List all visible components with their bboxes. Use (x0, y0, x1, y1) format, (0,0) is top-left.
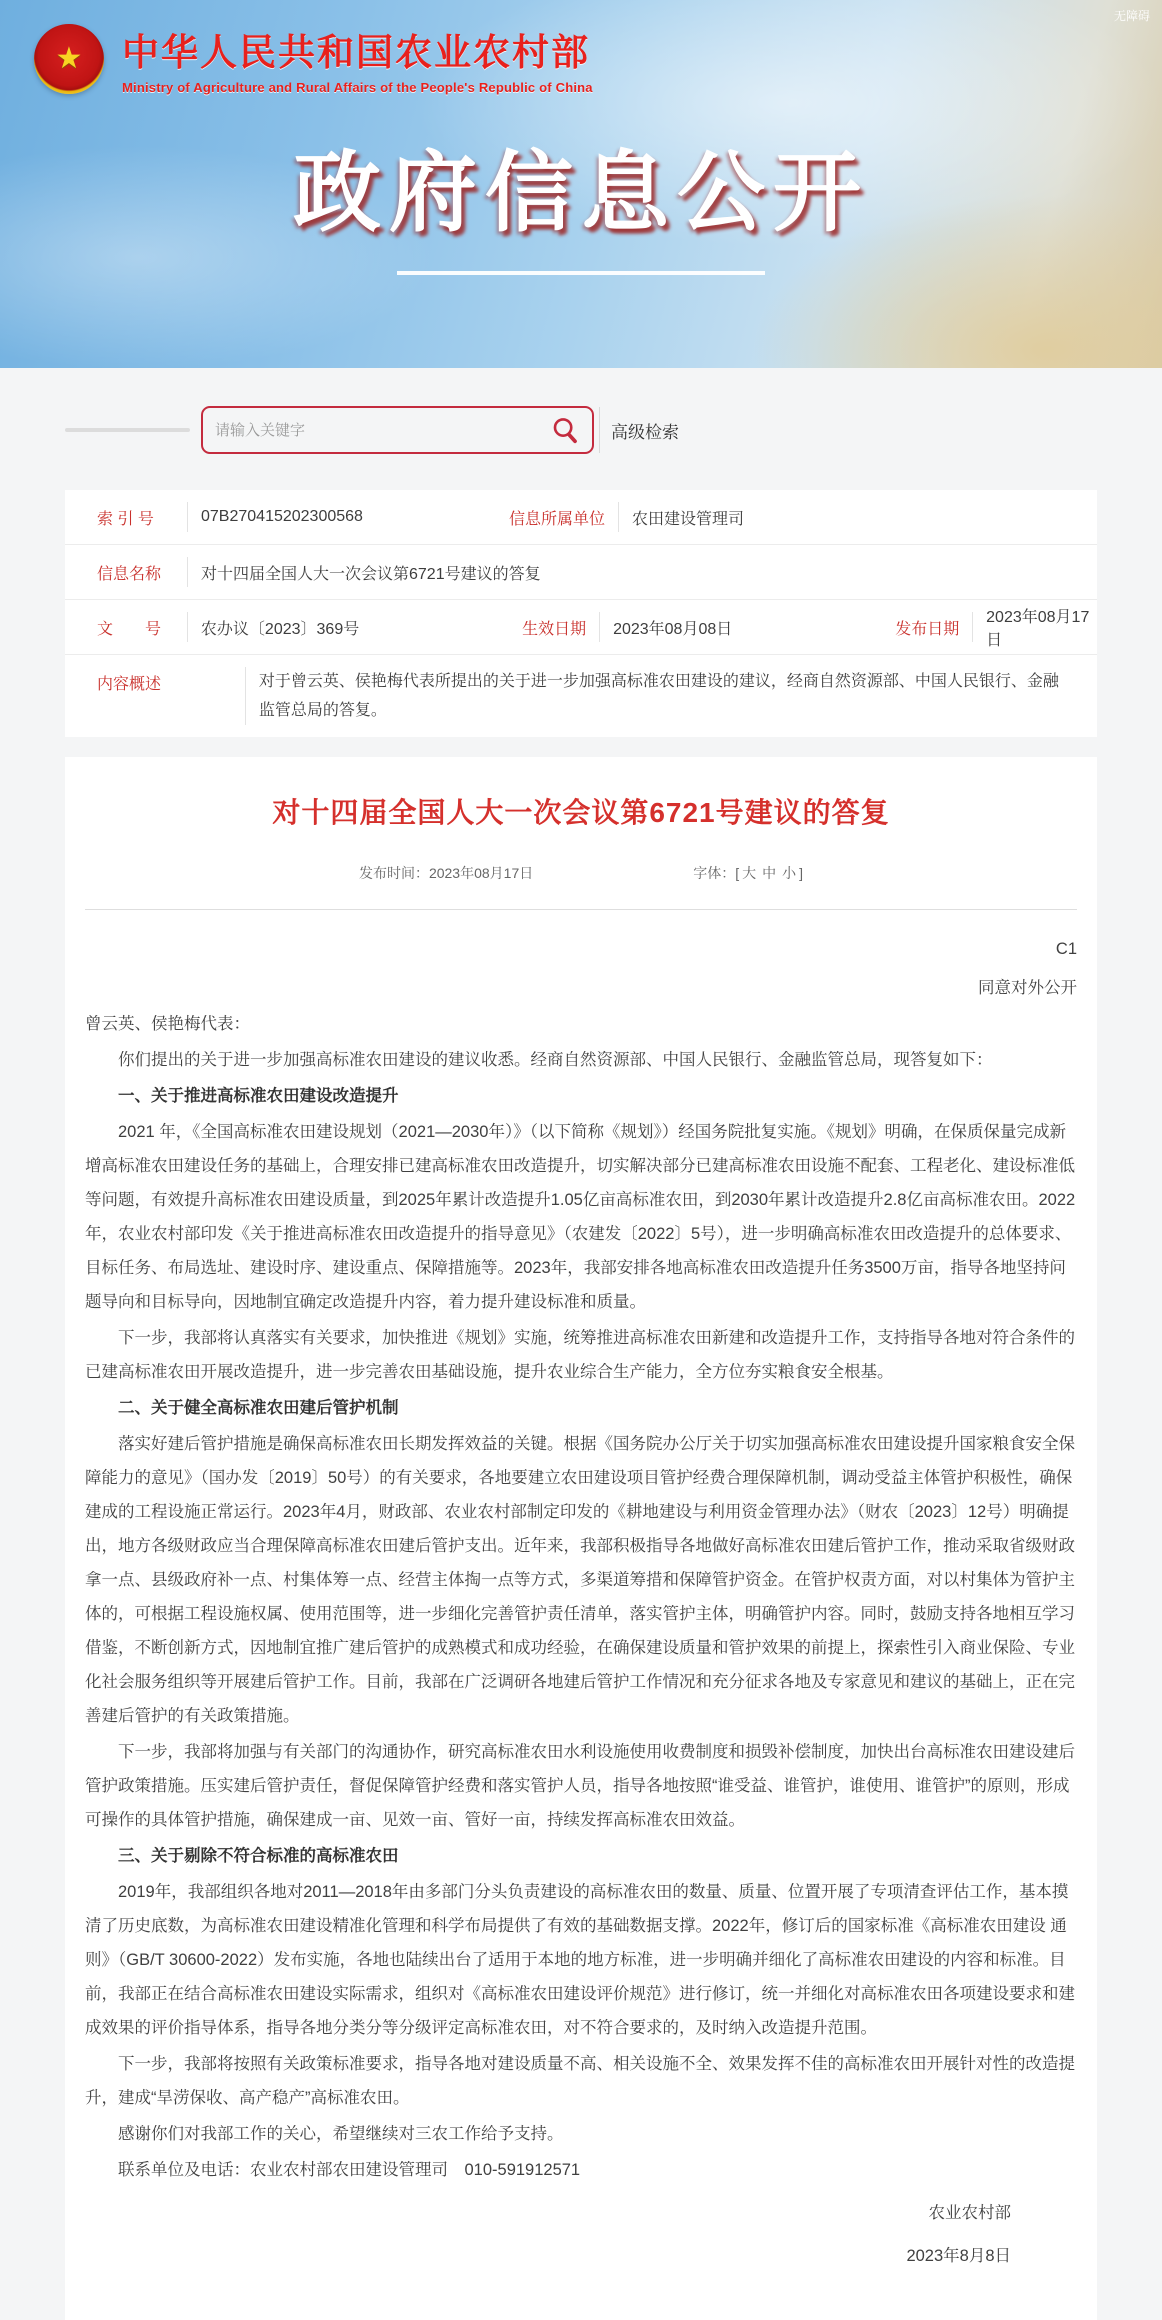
publish-time-value: 2023年08月17日 (428, 865, 534, 881)
font-size-control (693, 863, 803, 883)
font-size-large-button[interactable]: 大 (742, 865, 757, 881)
publish-time-label: 发布时间： (358, 865, 429, 881)
article-paragraph: 下一步，我部将按照有关政策标准要求，指导各地对建设质量不高、相关设施不全、效果发挥不佳的高标准农田开展针对性的改造提升，建成“旱涝保收、高产稳产”高标准农田。 (85, 2055, 1075, 2107)
decorative-line (65, 428, 190, 432)
search-icon[interactable] (550, 415, 580, 445)
info-table (65, 490, 1097, 737)
banner-underline (397, 271, 765, 275)
info-row-docno (65, 600, 1097, 655)
dept-label: 信息所属单位 (508, 510, 605, 528)
vertical-divider (599, 407, 600, 453)
emblem-star-icon: ★ (55, 41, 83, 75)
article-paragraph: 感谢你们对我部工作的关心，希望继续对三农工作给予支持。 (118, 2125, 564, 2143)
docno-value: 农办议〔2023〕369号 (200, 620, 360, 638)
main-content (65, 368, 1097, 2320)
article-meta (85, 863, 1077, 883)
bracket-close: ] (799, 865, 804, 881)
article-paragraph: 同意对外公开 (978, 979, 1077, 997)
article-paragraph: 二、关于健全高标准农田建后管护机制 (118, 1399, 399, 1417)
publish-time (359, 863, 533, 883)
bracket-open: [ (735, 865, 740, 881)
article-title: 对十四届全国人大一次会议第6721号建议的答复 (272, 797, 890, 828)
accessibility-link[interactable]: 无障碍 (1113, 9, 1150, 23)
article-paragraph: 2021 年，《全国高标准农田建设规划（2021—2030年）》（以下简称《规划》）经国务院批复实施。《规划》明确，在保质保量完成新增高标准农田建设任务的基础上，合理安排已建高标准农田改造提升，切实解决部分已建高标准农田设施不配套、工程老化、建设标准低等问题，有效提升高标准农田建设质量，到2025年累计改造提升1.05亿亩高标准农田，到2030年累计改造提升2.8亿亩高标准农田。2022年，农业农村部印发《关于推进高标准农田改造提升的指导意见》（农建发〔2022〕5号），进一步明确高标准农田改造提升的总体要求、目标任务、布局选址、建设时序、建设重点、保障措施等。2023年，我部安排各地高标准农田改造提升任务3500万亩，指导各地坚持问题导向和目标导向，因地制宜确定改造提升内容，着力提升建设标准和质量。 (85, 1123, 1076, 1311)
summary-label: 内容概述 (97, 676, 162, 693)
search-box (201, 406, 594, 454)
release-date-label: 发布日期 (895, 620, 960, 638)
article-paragraph: 2023年8月8日 (906, 2247, 1011, 2265)
site-header (0, 0, 1162, 368)
search-row (65, 368, 1097, 454)
info-row-summary (65, 655, 1097, 737)
article-paragraph: 一、关于推进高标准农田建设改造提升 (118, 1087, 399, 1105)
topbar (1114, 7, 1150, 25)
summary-value: 对于曾云英、侯艳梅代表所提出的关于进一步加强高标准农田建设的建议，经商自然资源部、中国人民银行、金融监管总局的答复。 (258, 673, 1059, 719)
article-paragraph: 你们提出的关于进一步加强高标准农田建设的建议收悉。经商自然资源部、中国人民银行、金融监管总局，现答复如下： (118, 1051, 993, 1069)
dept-value: 农田建设管理司 (632, 510, 745, 528)
font-size-label: 字体： (693, 865, 736, 881)
name-label: 信息名称 (97, 565, 162, 583)
article-paragraph: 下一步，我部将加强与有关部门的沟通协作，研究高标准农田水利设施使用收费制度和损毁补偿制度，加快出台高标准农田建设建后管护政策措施。压实建后管护责任，督促保障管护经费和落实管护人员，指导各地按照“谁受益、谁管护，谁使用、谁管护”的原则，形成可操作的具体管护措施，确保建成一亩、见效一亩、管好一亩，持续发挥高标准农田效益。 (85, 1743, 1075, 1829)
national-emblem-logo (34, 24, 104, 94)
font-size-small-button[interactable]: 小 (782, 865, 797, 881)
search-input[interactable] (215, 422, 550, 439)
article-paragraph: 落实好建后管护措施是确保高标准农田长期发挥效益的关键。根据《国务院办公厅关于切实加强高标准农田建设提升国家粮食安全保障能力的意见》（国办发〔2019〕50号）的有关要求，各地要建立农田建设项目管护经费合理保障机制，调动受益主体管护积极性，确保建成的工程设施正常运行。2023年4月，财政部、农业农村部制定印发的《耕地建设与利用资金管理办法》（财农〔2023〕12号）明确提出，地方各级财政应当合理保障高标准农田建后管护支出。近年来，我部积极指导各地做好高标准农田建后管护工作，推动采取省级财政拿一点、县级政府补一点、村集体筹一点、经营主体掏一点等方式，多渠道筹措和保障管护资金。在管护权责方面，对以村集体为管护主体的，可根据工程设施权属、使用范围等，进一步细化完善管护责任清单，落实管护主体，明确管护内容。同时，鼓励支持各地相互学习借鉴，不断创新方式，因地制宜推广建后管护的成熟模式和成功经验，在确保建设质量和管护效果的前提上，探索性引入商业保险、专业化社会服务组织等开展建后管护工作。目前，我部在广泛调研各地建后管护工作情况和充分征求各地及专家意见和建议的基础上，正在完善建后管护的有关政策措施。 (85, 1435, 1075, 1725)
article-paragraph: 农业农村部 (928, 2204, 1011, 2222)
effective-date-value: 2023年08月08日 (613, 620, 733, 638)
ministry-name-block (122, 22, 593, 95)
ministry-name-en: Ministry of Agriculture and Rural Affairs of the People's Republic of China (122, 80, 593, 95)
info-row-name (65, 545, 1097, 600)
article (65, 757, 1097, 2320)
advanced-search-link[interactable]: 高级检索 (611, 422, 679, 442)
article-paragraph: 联系单位及电话：农业农村部农田建设管理司 010-591912571 (118, 2161, 581, 2179)
article-paragraph: 下一步，我部将认真落实有关要求，加快推进《规划》实施，统筹推进高标准农田新建和改造提升工作，支持指导各地对符合条件的已建高标准农田开展改造提升，进一步完善农田基础设施，提升农业综合生产能力，全方位夯实粮食安全根基。 (85, 1329, 1075, 1381)
index-label: 索 引 号 (97, 510, 154, 528)
banner (0, 123, 1162, 275)
effective-date-label: 生效日期 (522, 620, 587, 638)
name-value: 对十四届全国人大一次会议第6721号建议的答复 (201, 565, 541, 583)
article-paragraph: 曾云英、侯艳梅代表： (85, 1015, 250, 1033)
release-date-value: 2023年08月17日 (986, 609, 1090, 649)
article-body (85, 928, 1077, 2274)
banner-title: 政府信息公开 (292, 143, 869, 242)
info-row-index (65, 490, 1097, 545)
font-size-medium-button[interactable]: 中 (762, 865, 777, 881)
article-paragraph: 2019年，我部组织各地对2011—2018年由多部门分头负责建设的高标准农田的数量、质量、位置开展了专项清查评估工作，基本摸清了历史底数，为高标准农田建设精准化管理和科学布局提供了有效的基础数据支撑。2022年，修订后的国家标准《高标准农田建设 通则》（GB/T 30600-2022）发布实施，各地也陆续出台了适用于本地的地方标准，进一步明确并细化了高标准农田建设的内容和标准。目前，我部正在结合高标准农田建设实际需求，组织对《高标准农田建设评价规范》进行修订，统一并细化对高标准农田各项建设要求和建成效果的评价指导体系，指导各地分类分等分级评定高标准农田，对不符合要求的，及时纳入改造提升范围。 (85, 1883, 1075, 2037)
index-value: 07B270415202300568 (201, 508, 363, 525)
article-paragraph: C1 (1055, 940, 1077, 958)
docno-label: 文 号 (97, 620, 162, 638)
article-divider (85, 909, 1077, 910)
ministry-brand (0, 0, 1162, 95)
ministry-name-cn: 中华人民共和国农业农村部 (122, 32, 590, 73)
article-paragraph: 三、关于剔除不符合标准的高标准农田 (118, 1847, 399, 1865)
